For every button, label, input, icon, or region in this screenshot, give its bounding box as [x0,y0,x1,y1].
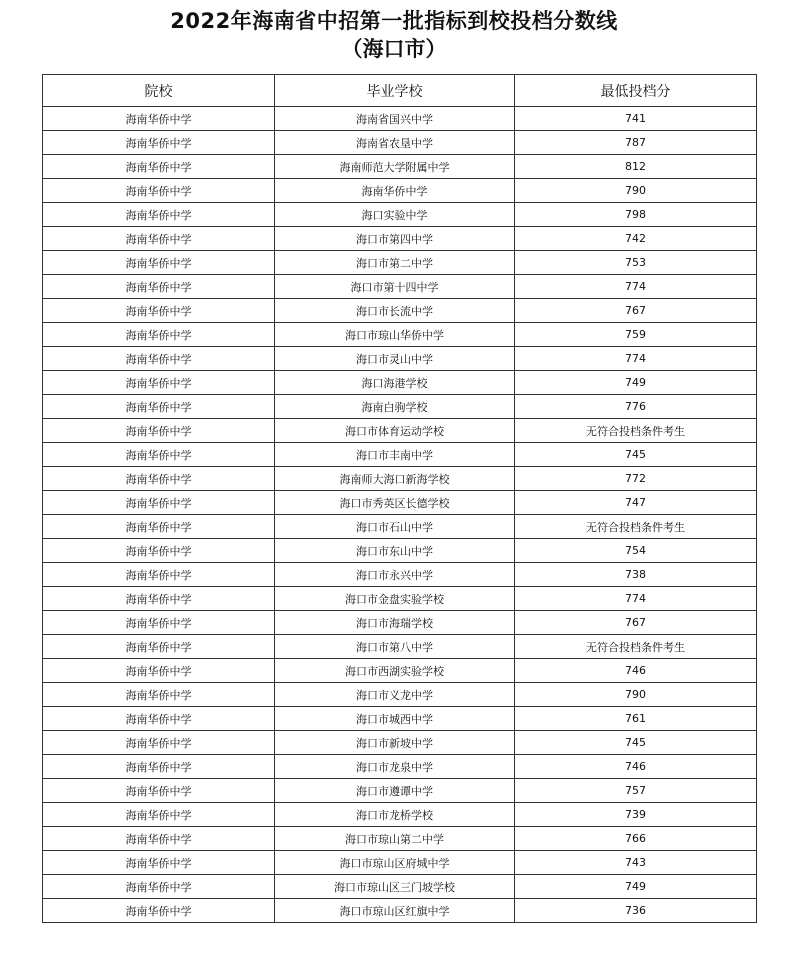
cell-institution: 海南华侨中学 [43,563,275,587]
cell-min-score: 754 [515,539,757,563]
score-table [42,74,757,923]
table-row [43,275,757,299]
cell-institution: 海南华侨中学 [43,299,275,323]
cell-min-score: 无符合投档条件考生 [515,419,757,443]
cell-min-score: 766 [515,827,757,851]
cell-min-score: 776 [515,395,757,419]
cell-graduating-school: 海口市石山中学 [275,515,515,539]
cell-graduating-school: 海口市秀英区长德学校 [275,491,515,515]
cell-graduating-school: 海口市第十四中学 [275,275,515,299]
cell-min-score: 738 [515,563,757,587]
table-row [43,731,757,755]
cell-graduating-school: 海口市琼山华侨中学 [275,323,515,347]
cell-institution: 海南华侨中学 [43,275,275,299]
cell-graduating-school: 海口市丰南中学 [275,443,515,467]
cell-graduating-school: 海口市体育运动学校 [275,419,515,443]
cell-min-score: 787 [515,131,757,155]
table-row [43,587,757,611]
table-row [43,131,757,155]
cell-institution: 海南华侨中学 [43,851,275,875]
cell-institution: 海南华侨中学 [43,515,275,539]
cell-graduating-school: 海口海港学校 [275,371,515,395]
table-row [43,539,757,563]
document-title [0,8,788,62]
cell-institution: 海南华侨中学 [43,323,275,347]
table-row [43,707,757,731]
table-row [43,419,757,443]
cell-institution: 海南华侨中学 [43,707,275,731]
cell-institution: 海南华侨中学 [43,659,275,683]
cell-min-score: 772 [515,467,757,491]
cell-min-score: 774 [515,587,757,611]
cell-institution: 海南华侨中学 [43,227,275,251]
cell-institution: 海南华侨中学 [43,179,275,203]
table-row [43,155,757,179]
cell-min-score: 757 [515,779,757,803]
table-row [43,875,757,899]
cell-min-score: 无符合投档条件考生 [515,635,757,659]
cell-min-score: 741 [515,107,757,131]
cell-institution: 海南华侨中学 [43,395,275,419]
cell-graduating-school: 海口市东山中学 [275,539,515,563]
cell-institution: 海南华侨中学 [43,419,275,443]
cell-institution: 海南华侨中学 [43,755,275,779]
cell-min-score: 749 [515,875,757,899]
cell-min-score: 798 [515,203,757,227]
cell-min-score: 无符合投档条件考生 [515,515,757,539]
cell-min-score: 761 [515,707,757,731]
cell-institution: 海南华侨中学 [43,155,275,179]
cell-graduating-school: 海口市海瑞学校 [275,611,515,635]
table-row [43,851,757,875]
table-row [43,827,757,851]
cell-graduating-school: 海口市第八中学 [275,635,515,659]
cell-graduating-school: 海口市琼山区三门坡学校 [275,875,515,899]
cell-min-score: 743 [515,851,757,875]
cell-graduating-school: 海口市第四中学 [275,227,515,251]
cell-graduating-school: 海口市龙桥学校 [275,803,515,827]
cell-min-score: 739 [515,803,757,827]
table-row [43,611,757,635]
table-row [43,683,757,707]
cell-institution: 海南华侨中学 [43,107,275,131]
cell-institution: 海南华侨中学 [43,803,275,827]
cell-graduating-school: 海南师大海口新海学校 [275,467,515,491]
cell-min-score: 759 [515,323,757,347]
cell-graduating-school: 海口市金盘实验学校 [275,587,515,611]
cell-institution: 海南华侨中学 [43,875,275,899]
cell-graduating-school: 海口市城西中学 [275,707,515,731]
table-row [43,443,757,467]
table-row [43,635,757,659]
cell-institution: 海南华侨中学 [43,467,275,491]
cell-institution: 海南华侨中学 [43,587,275,611]
cell-min-score: 790 [515,683,757,707]
table-body [43,107,757,923]
cell-graduating-school: 海口市新坡中学 [275,731,515,755]
cell-min-score: 767 [515,299,757,323]
cell-institution: 海南华侨中学 [43,251,275,275]
cell-institution: 海南华侨中学 [43,443,275,467]
title-main: 2022年海南省中招第一批指标到校投档分数线 [170,9,618,33]
cell-graduating-school: 海口市灵山中学 [275,347,515,371]
cell-graduating-school: 海口市义龙中学 [275,683,515,707]
table-row [43,755,757,779]
table-row [43,203,757,227]
cell-institution: 海南华侨中学 [43,779,275,803]
table-row [43,899,757,923]
header-min-score: 最低投档分 [515,75,757,107]
table-row [43,563,757,587]
header-institution: 院校 [43,75,275,107]
table-row [43,107,757,131]
table-row [43,323,757,347]
table-row [43,299,757,323]
table-row [43,371,757,395]
cell-institution: 海南华侨中学 [43,491,275,515]
cell-institution: 海南华侨中学 [43,203,275,227]
cell-graduating-school: 海口市西湖实验学校 [275,659,515,683]
table-row [43,227,757,251]
table-header-row [43,75,757,107]
cell-institution: 海南华侨中学 [43,611,275,635]
cell-institution: 海南华侨中学 [43,371,275,395]
table-row [43,179,757,203]
cell-graduating-school: 海口市琼山区府城中学 [275,851,515,875]
table-row [43,467,757,491]
cell-institution: 海南华侨中学 [43,347,275,371]
cell-min-score: 745 [515,731,757,755]
cell-graduating-school: 海口市龙泉中学 [275,755,515,779]
table-row [43,803,757,827]
table-row [43,515,757,539]
cell-graduating-school: 海口市第二中学 [275,251,515,275]
cell-min-score: 746 [515,659,757,683]
cell-graduating-school: 海口市长流中学 [275,299,515,323]
cell-graduating-school: 海南白驹学校 [275,395,515,419]
header-graduating-school: 毕业学校 [275,75,515,107]
cell-min-score: 774 [515,347,757,371]
cell-min-score: 812 [515,155,757,179]
cell-institution: 海南华侨中学 [43,635,275,659]
cell-graduating-school: 海南省农垦中学 [275,131,515,155]
cell-min-score: 749 [515,371,757,395]
title-sub: （海口市） [341,37,447,61]
cell-institution: 海南华侨中学 [43,683,275,707]
cell-min-score: 790 [515,179,757,203]
cell-graduating-school: 海南华侨中学 [275,179,515,203]
cell-min-score: 747 [515,491,757,515]
cell-min-score: 746 [515,755,757,779]
table-row [43,491,757,515]
table-row [43,347,757,371]
cell-min-score: 736 [515,899,757,923]
cell-min-score: 753 [515,251,757,275]
table-row [43,779,757,803]
cell-min-score: 774 [515,275,757,299]
cell-graduating-school: 海口市琼山区红旗中学 [275,899,515,923]
cell-institution: 海南华侨中学 [43,731,275,755]
cell-institution: 海南华侨中学 [43,899,275,923]
cell-graduating-school: 海口市永兴中学 [275,563,515,587]
cell-graduating-school: 海口实验中学 [275,203,515,227]
table-row [43,395,757,419]
cell-graduating-school: 海南省国兴中学 [275,107,515,131]
cell-min-score: 742 [515,227,757,251]
cell-graduating-school: 海口市遵谭中学 [275,779,515,803]
cell-min-score: 767 [515,611,757,635]
cell-institution: 海南华侨中学 [43,827,275,851]
cell-min-score: 745 [515,443,757,467]
table-row [43,659,757,683]
cell-institution: 海南华侨中学 [43,131,275,155]
cell-graduating-school: 海口市琼山第二中学 [275,827,515,851]
table-row [43,251,757,275]
cell-graduating-school: 海南师范大学附属中学 [275,155,515,179]
cell-institution: 海南华侨中学 [43,539,275,563]
